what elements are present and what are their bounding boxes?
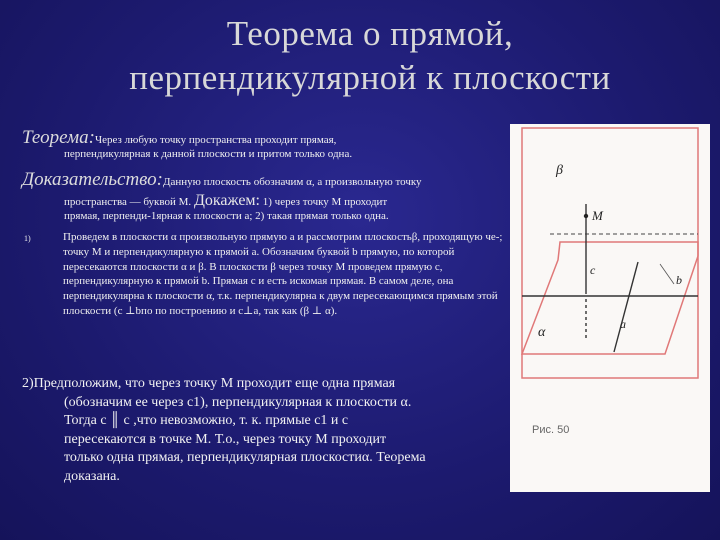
title-line-1: Теорема о прямой, — [226, 14, 514, 53]
step-2-line-4: пересекаются в точке М. Т.о., через точку М проходит — [64, 431, 387, 447]
step-2-line-3: Тогда с ║ с ,что невозможно, т. к. прямые с1 и с — [64, 413, 349, 429]
label-alpha: α — [538, 325, 546, 340]
step-1-text: Проведем в плоскости α произвольную прямую а и рассмотрим плоскостьβ, проходящую че-; точку М и перпендикулярную к прямой а. Обозначим буквой b прямую, по которой пересекаются плоскости α и β. В плоскости β через точку М проведем прямую с, перпендикулярную к прямой b. Прямая с и есть искомая прямая. В самом деле, она перпендикулярна к плоскости α, т.к. перпендикулярна к двум пересекающимся прямым этой плоскости (с ⊥bпо по построению и с⊥а, так как (β ⊥ α). — [63, 231, 503, 317]
line-a — [614, 262, 638, 352]
label-a: a — [620, 317, 626, 331]
proof-block — [22, 169, 512, 224]
label-c: c — [590, 263, 596, 277]
step-2-line-6: доказана. — [64, 468, 120, 484]
prove-word: Докажем: — [193, 191, 260, 209]
figure-50 — [510, 124, 710, 492]
title-line-2: перпендикулярной к плоскости — [129, 58, 611, 97]
step-2-line-1: 2)Предположим, что через точку М проходит еще одна прямая — [22, 376, 396, 391]
theorem-text-2: перпендикулярная к данной плоскости и притом только одна. — [64, 148, 353, 160]
proof-text-3: прямая, перпенди-1ярная к плоскости а; 2) такая прямая только одна. — [64, 210, 389, 222]
slide-title — [60, 12, 680, 100]
theorem-label: Теорема: — [22, 127, 95, 148]
plane-alpha-outline — [522, 242, 698, 354]
plane-beta-outline — [522, 128, 698, 378]
theorem-block — [22, 127, 512, 161]
point-M — [584, 214, 588, 218]
label-beta: β — [556, 163, 563, 178]
theorem-text-1: Через любую точку пространства проходит прямая, — [94, 134, 337, 146]
figure-caption: Рис. 50 — [532, 424, 570, 436]
step-1-number: 1) — [24, 234, 31, 243]
label-b: b — [676, 273, 682, 287]
proof-text-2a: пространства — буквой М. — [64, 195, 192, 208]
proof-text-2b: 1) через точку М проходит — [262, 195, 388, 208]
step-2-block — [22, 375, 512, 487]
perpendicular-diagram — [510, 124, 710, 492]
proof-text-1: Данную плоскость обозначим α, а произвольную точку — [163, 176, 422, 188]
proof-label: Доказательство: — [22, 169, 164, 190]
line-b-pointer — [660, 264, 674, 284]
step-2-line-2: (обозначим ее через с1), перпендикулярная к плоскости α. — [64, 394, 412, 410]
step-2-line-5: только одна прямая, перпендикулярная плоскостиα. Теорема — [64, 450, 426, 466]
label-M: M — [592, 208, 603, 223]
